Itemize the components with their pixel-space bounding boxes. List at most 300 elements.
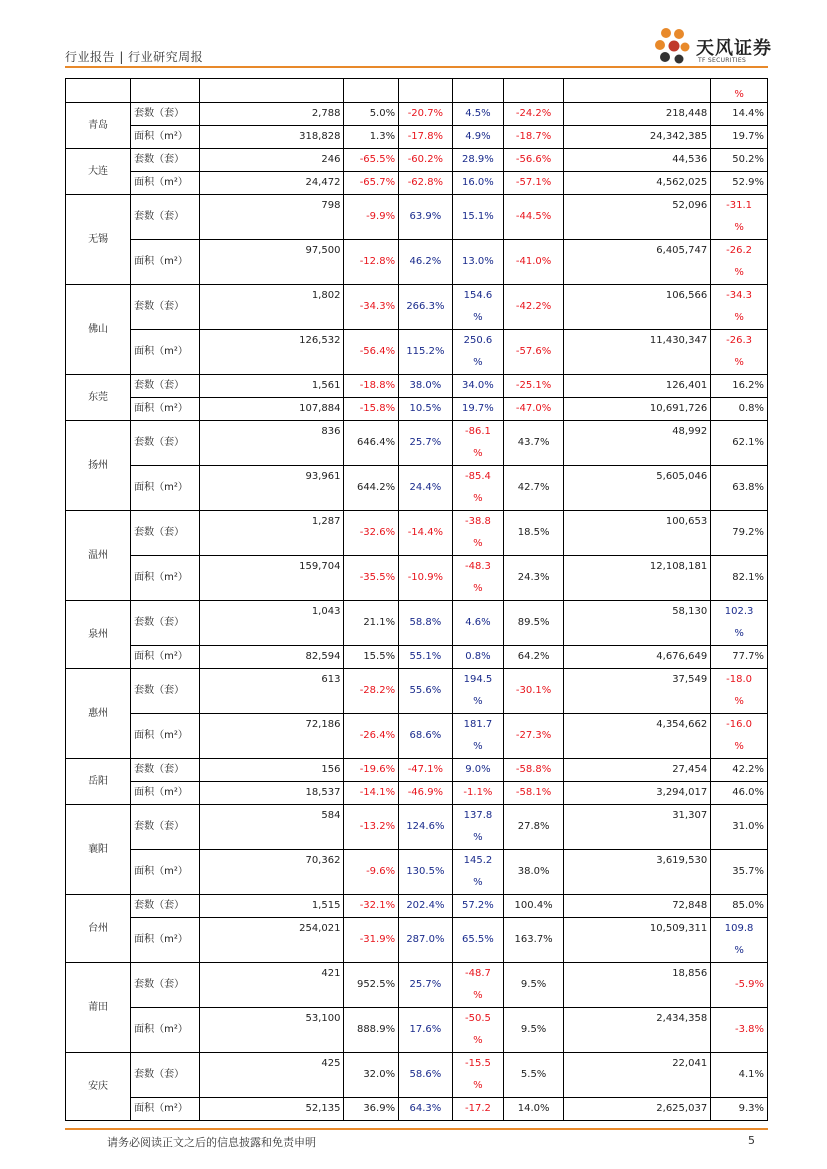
- cell-value: 102.3: [724, 606, 754, 617]
- table-row: [66, 850, 768, 895]
- table-cell: 55.1%: [399, 646, 453, 669]
- table-cell: 64.3%: [399, 1098, 453, 1121]
- table-cell: -32.6%: [344, 511, 399, 556]
- metric-label: 套数（套）: [131, 1053, 200, 1098]
- table-cell: -65.7%: [344, 172, 399, 195]
- table-cell: 11,430,347: [564, 330, 711, 375]
- table-cell: 52.9%: [711, 172, 768, 195]
- cell-value: 250.6: [463, 335, 493, 346]
- table-cell: -9.9%: [344, 195, 399, 240]
- table-cell: 287.0%: [399, 918, 453, 963]
- table-cell: [711, 285, 768, 330]
- metric-label: 套数（套）: [131, 103, 200, 126]
- table-cell: -47.1%: [399, 759, 453, 782]
- table-cell: 4,676,649: [564, 646, 711, 669]
- cell-value: 145.2: [463, 855, 493, 866]
- table-cell: -9.6%: [344, 850, 399, 895]
- table-cell: -15.8%: [344, 398, 399, 421]
- table-cell: -58.1%: [504, 782, 564, 805]
- table-cell: -47.0%: [504, 398, 564, 421]
- table-cell: 32.0%: [344, 1053, 399, 1098]
- table-cell: 14.4%: [711, 103, 768, 126]
- table-cell: 70,362: [200, 850, 344, 895]
- table-cell: [452, 1008, 503, 1053]
- table-cell: 130.5%: [399, 850, 453, 895]
- table-cell: [452, 963, 503, 1008]
- table-cell: 58.8%: [399, 601, 453, 646]
- metric-label: 面积（m²）: [131, 172, 200, 195]
- table-cell: 35.7%: [711, 850, 768, 895]
- table-cell: 1,287: [200, 511, 344, 556]
- city-name: 安庆: [66, 1053, 131, 1121]
- table-cell: 46.0%: [711, 782, 768, 805]
- table-cell: 16.0%: [452, 172, 503, 195]
- table-cell: 318,828: [200, 126, 344, 149]
- cell-percent-sign: %: [734, 741, 744, 752]
- table-cell: 156: [200, 759, 344, 782]
- cell-value: -38.8: [464, 516, 491, 527]
- table-cell: 24,342,385: [564, 126, 711, 149]
- cell-percent-sign: %: [473, 832, 483, 843]
- table-cell: 1,515: [200, 895, 344, 918]
- flower-logo-icon: [652, 24, 696, 68]
- table-cell: -60.2%: [399, 149, 453, 172]
- metric-label: 面积（m²）: [131, 466, 200, 511]
- cell-value: -26.2: [726, 245, 753, 256]
- table-cell: 3,619,530: [564, 850, 711, 895]
- table-cell: 14.0%: [504, 1098, 564, 1121]
- table-cell: 82.1%: [711, 556, 768, 601]
- report-header-title: 行业报告 | 行业研究周报: [65, 50, 204, 64]
- table-row: [66, 103, 768, 126]
- table-cell: 4.1%: [711, 1053, 768, 1098]
- metric-label: 套数（套）: [131, 669, 200, 714]
- table-cell: -41.0%: [504, 240, 564, 285]
- table-cell: -34.3%: [344, 285, 399, 330]
- table-cell: -1.1%: [452, 782, 503, 805]
- table-row: [66, 1053, 768, 1098]
- table-cell: 4,562,025: [564, 172, 711, 195]
- table-cell: 58,130: [564, 601, 711, 646]
- table-cell: 72,186: [200, 714, 344, 759]
- table-cell: -62.8%: [399, 172, 453, 195]
- table-cell: 64.2%: [504, 646, 564, 669]
- table-cell: 21.1%: [344, 601, 399, 646]
- table-cell: -5.9%: [711, 963, 768, 1008]
- table-cell: 38.0%: [504, 850, 564, 895]
- table-row: [66, 172, 768, 195]
- cell-percent-sign: %: [473, 448, 483, 459]
- cell-percent-sign: %: [734, 628, 744, 639]
- table-cell: 100,653: [564, 511, 711, 556]
- table-cell: 9.3%: [711, 1098, 768, 1121]
- table-cell: 5.0%: [344, 103, 399, 126]
- metric-label: 面积（m²）: [131, 1008, 200, 1053]
- cell-value: -18.0: [726, 674, 753, 685]
- city-name: 岳阳: [66, 759, 131, 805]
- table-cell: 42.2%: [711, 759, 768, 782]
- table-cell: -18.8%: [344, 375, 399, 398]
- header-divider: [65, 66, 768, 68]
- table-cell: 13.0%: [452, 240, 503, 285]
- table-cell: -19.6%: [344, 759, 399, 782]
- table-row: [66, 714, 768, 759]
- table-cell: 12,108,181: [564, 556, 711, 601]
- city-name: 惠州: [66, 669, 131, 759]
- table-cell: -10.9%: [399, 556, 453, 601]
- tf-securities-logo: [652, 24, 772, 68]
- table-cell: -27.3%: [504, 714, 564, 759]
- metric-label: 面积（m²）: [131, 398, 200, 421]
- table-cell: -26.4%: [344, 714, 399, 759]
- table-cell: 24,472: [200, 172, 344, 195]
- cell-percent-sign: %: [473, 990, 483, 1001]
- table-row: [66, 805, 768, 850]
- table-cell: 18,856: [564, 963, 711, 1008]
- table-cell: -3.8%: [711, 1008, 768, 1053]
- table-cell: 266.3%: [399, 285, 453, 330]
- table-cell: 72,848: [564, 895, 711, 918]
- table-cell: 34.0%: [452, 375, 503, 398]
- table-row: [66, 195, 768, 240]
- metric-label: 面积（m²）: [131, 126, 200, 149]
- city-name: 大连: [66, 149, 131, 195]
- table-row: [66, 669, 768, 714]
- table-cell: 5,605,046: [564, 466, 711, 511]
- table-cell: -30.1%: [504, 669, 564, 714]
- table-row: [66, 285, 768, 330]
- logo-chinese-name: 天风证券: [696, 38, 772, 59]
- table-cell: 254,021: [200, 918, 344, 963]
- table-row: [66, 646, 768, 669]
- table-cell: 52,096: [564, 195, 711, 240]
- table-cell: -56.4%: [344, 330, 399, 375]
- cell-value: -26.3: [726, 335, 753, 346]
- table-cell: -57.1%: [504, 172, 564, 195]
- table-cell: 126,532: [200, 330, 344, 375]
- cell-percent-sign: %: [734, 696, 744, 707]
- table-row: [66, 240, 768, 285]
- cell-percent-sign: %: [734, 267, 744, 278]
- cell-value: -16.0: [726, 719, 753, 730]
- table-cell: [452, 511, 503, 556]
- table-row: [66, 149, 768, 172]
- table-row: [66, 126, 768, 149]
- metric-label: 套数（套）: [131, 511, 200, 556]
- table-row: [66, 556, 768, 601]
- table-cell: -44.5%: [504, 195, 564, 240]
- table-cell: 19.7%: [711, 126, 768, 149]
- cell-percent-sign: %: [734, 312, 744, 323]
- table-cell: 106,566: [564, 285, 711, 330]
- table-cell: 126,401: [564, 375, 711, 398]
- table-cell: 798: [200, 195, 344, 240]
- cell-percent-sign: %: [473, 1080, 483, 1091]
- table-cell: 218,448: [564, 103, 711, 126]
- table-cell: -57.6%: [504, 330, 564, 375]
- table-cell: 77.7%: [711, 646, 768, 669]
- cell-percent-sign: %: [473, 493, 483, 504]
- table-cell: -31.9%: [344, 918, 399, 963]
- metric-label: 套数（套）: [131, 601, 200, 646]
- metric-label: 面积（m²）: [131, 850, 200, 895]
- cell-value: -15.5: [464, 1058, 491, 1069]
- table-cell: -25.1%: [504, 375, 564, 398]
- table-cell: 9.5%: [504, 963, 564, 1008]
- table-cell: 48,992: [564, 421, 711, 466]
- city-name: 东莞: [66, 375, 131, 421]
- table-cell: [452, 805, 503, 850]
- metric-label: 面积（m²）: [131, 240, 200, 285]
- logo-english-name: TF SECURITIES: [698, 57, 747, 64]
- metric-label: 套数（套）: [131, 195, 200, 240]
- cell-value: 194.5: [463, 674, 493, 685]
- table-cell: 25.7%: [399, 963, 453, 1008]
- metric-label: 面积（m²）: [131, 646, 200, 669]
- table-cell: [711, 918, 768, 963]
- cell-percent-sign: %: [734, 222, 744, 233]
- metric-label: 面积（m²）: [131, 1098, 200, 1121]
- metric-label: 套数（套）: [131, 963, 200, 1008]
- city-name: 莆田: [66, 963, 131, 1053]
- table-cell: 10,691,726: [564, 398, 711, 421]
- cell-value: -86.1: [464, 426, 491, 437]
- table-cell: 421: [200, 963, 344, 1008]
- city-name: 襄阳: [66, 805, 131, 895]
- table-cell: 53,100: [200, 1008, 344, 1053]
- table-cell: [711, 240, 768, 285]
- table-cell: 44,536: [564, 149, 711, 172]
- table-cell: 16.2%: [711, 375, 768, 398]
- table-row: [66, 375, 768, 398]
- metric-label: 套数（套）: [131, 805, 200, 850]
- table-cell: 115.2%: [399, 330, 453, 375]
- table-cell: [711, 330, 768, 375]
- table-cell: 2,434,358: [564, 1008, 711, 1053]
- table-cell: 2,625,037: [564, 1098, 711, 1121]
- cell-value: -50.5: [464, 1013, 491, 1024]
- metric-label: 面积（m²）: [131, 918, 200, 963]
- table-row: [66, 782, 768, 805]
- table-row: [66, 79, 768, 103]
- table-row: [66, 421, 768, 466]
- table-cell: 836: [200, 421, 344, 466]
- table-cell: 89.5%: [504, 601, 564, 646]
- cell-percent-sign: %: [473, 538, 483, 549]
- cell-percent-sign: %: [473, 741, 483, 752]
- metric-label: 套数（套）: [131, 149, 200, 172]
- table-cell: -12.8%: [344, 240, 399, 285]
- table-cell: -14.4%: [399, 511, 453, 556]
- table-cell: 46.2%: [399, 240, 453, 285]
- footer-divider: [65, 1128, 768, 1130]
- table-cell: 38.0%: [399, 375, 453, 398]
- table-cell: [452, 714, 503, 759]
- table-cell: 63.8%: [711, 466, 768, 511]
- table-cell: -46.9%: [399, 782, 453, 805]
- table-cell: 68.6%: [399, 714, 453, 759]
- table-cell: 17.6%: [399, 1008, 453, 1053]
- cell-value: 137.8: [463, 810, 493, 821]
- table-cell: [711, 714, 768, 759]
- metric-label: 套数（套）: [131, 285, 200, 330]
- table-row: [66, 601, 768, 646]
- table-row: [66, 398, 768, 421]
- table-cell: 15.5%: [344, 646, 399, 669]
- cell-value: -34.3: [726, 290, 753, 301]
- table-cell: 55.6%: [399, 669, 453, 714]
- table-row: [66, 963, 768, 1008]
- table-cell: [452, 556, 503, 601]
- table-cell: 27,454: [564, 759, 711, 782]
- table-cell: 79.2%: [711, 511, 768, 556]
- table-cell: 10,509,311: [564, 918, 711, 963]
- table-cell: 19.7%: [452, 398, 503, 421]
- table-cell: 24.3%: [504, 556, 564, 601]
- table-cell: 107,884: [200, 398, 344, 421]
- table-cell: 2,788: [200, 103, 344, 126]
- table-cell: [452, 285, 503, 330]
- table-cell: 82,594: [200, 646, 344, 669]
- table-cell: 1,561: [200, 375, 344, 398]
- table-cell: 25.7%: [399, 421, 453, 466]
- table-cell: 37,549: [564, 669, 711, 714]
- table-cell: 100.4%: [504, 895, 564, 918]
- table-cell: 85.0%: [711, 895, 768, 918]
- table-cell: 58.6%: [399, 1053, 453, 1098]
- table-cell: 22,041: [564, 1053, 711, 1098]
- table-cell: -65.5%: [344, 149, 399, 172]
- table-cell: [452, 421, 503, 466]
- cell-percent-sign: %: [473, 357, 483, 368]
- table-cell: -20.7%: [399, 103, 453, 126]
- table-cell: 42.7%: [504, 466, 564, 511]
- table-cell: 10.5%: [399, 398, 453, 421]
- table-cell: -32.1%: [344, 895, 399, 918]
- table-cell: 425: [200, 1053, 344, 1098]
- table-cell: [711, 601, 768, 646]
- table-cell: 644.2%: [344, 466, 399, 511]
- table-cell: 4.6%: [452, 601, 503, 646]
- table-cell: 62.1%: [711, 421, 768, 466]
- table-cell: 3,294,017: [564, 782, 711, 805]
- city-name: 青岛: [66, 103, 131, 149]
- table-cell: 50.2%: [711, 149, 768, 172]
- table-cell: -42.2%: [504, 285, 564, 330]
- table-cell: 28.9%: [452, 149, 503, 172]
- table-cell: 584: [200, 805, 344, 850]
- cell-percent-sign: %: [473, 877, 483, 888]
- metric-label: 套数（套）: [131, 421, 200, 466]
- cell-value: -85.4: [464, 471, 491, 482]
- cell-percent-sign: %: [473, 312, 483, 323]
- table-cell: 43.7%: [504, 421, 564, 466]
- metric-label: 套数（套）: [131, 895, 200, 918]
- table-cell: 124.6%: [399, 805, 453, 850]
- table-cell: %: [711, 79, 768, 103]
- table-cell: 0.8%: [711, 398, 768, 421]
- city-name: 无锡: [66, 195, 131, 285]
- cell-percent-sign: %: [734, 357, 744, 368]
- table-cell: 163.7%: [504, 918, 564, 963]
- table-row: [66, 895, 768, 918]
- metric-label: 套数（套）: [131, 759, 200, 782]
- city-name: 泉州: [66, 601, 131, 669]
- table-cell: 1,802: [200, 285, 344, 330]
- table-cell: 97,500: [200, 240, 344, 285]
- metric-label: 面积（m²）: [131, 782, 200, 805]
- page-number: 5: [748, 1134, 755, 1147]
- table-cell: [452, 330, 503, 375]
- cell-value: -31.1: [726, 200, 753, 211]
- table-cell: -28.2%: [344, 669, 399, 714]
- table-cell: 0.8%: [452, 646, 503, 669]
- table-cell: -17.8%: [399, 126, 453, 149]
- table-cell: 952.5%: [344, 963, 399, 1008]
- table-cell: -14.1%: [344, 782, 399, 805]
- table-cell: -56.6%: [504, 149, 564, 172]
- table-row: [66, 511, 768, 556]
- city-name: 温州: [66, 511, 131, 601]
- table-row: [66, 759, 768, 782]
- cell-percent-sign: %: [473, 583, 483, 594]
- cell-value: 109.8: [724, 923, 754, 934]
- table-cell: 6,405,747: [564, 240, 711, 285]
- table-cell: 159,704: [200, 556, 344, 601]
- table-cell: 18,537: [200, 782, 344, 805]
- table-row: [66, 330, 768, 375]
- table-cell: -13.2%: [344, 805, 399, 850]
- table-cell: -58.8%: [504, 759, 564, 782]
- metric-label: 面积（m²）: [131, 330, 200, 375]
- table-cell: -24.2%: [504, 103, 564, 126]
- table-cell: 65.5%: [452, 918, 503, 963]
- table-cell: [711, 669, 768, 714]
- metric-label: 套数（套）: [131, 375, 200, 398]
- city-name: 台州: [66, 895, 131, 963]
- housing-sales-table: [65, 78, 768, 1121]
- table-cell: 57.2%: [452, 895, 503, 918]
- table-cell: [452, 466, 503, 511]
- cell-value: -48.3: [464, 561, 491, 572]
- table-cell: -18.7%: [504, 126, 564, 149]
- table-row: [66, 466, 768, 511]
- table-cell: 9.5%: [504, 1008, 564, 1053]
- table-cell: 63.9%: [399, 195, 453, 240]
- table-row: [66, 1008, 768, 1053]
- table-cell: [452, 850, 503, 895]
- table-cell: 202.4%: [399, 895, 453, 918]
- cell-value: 181.7: [463, 719, 493, 730]
- city-name: 扬州: [66, 421, 131, 511]
- table-cell: [452, 669, 503, 714]
- table-cell: 246: [200, 149, 344, 172]
- table-cell: 646.4%: [344, 421, 399, 466]
- table-cell: 93,961: [200, 466, 344, 511]
- table-cell: 4.9%: [452, 126, 503, 149]
- table-cell: 613: [200, 669, 344, 714]
- table-cell: 9.0%: [452, 759, 503, 782]
- cell-percent-sign: %: [734, 945, 744, 956]
- table-cell: 36.9%: [344, 1098, 399, 1121]
- table-row: [66, 1098, 768, 1121]
- cell-percent-sign: %: [473, 1035, 483, 1046]
- table-cell: 5.5%: [504, 1053, 564, 1098]
- table-cell: 1,043: [200, 601, 344, 646]
- table-cell: 18.5%: [504, 511, 564, 556]
- table-cell: 888.9%: [344, 1008, 399, 1053]
- table-cell: 4,354,662: [564, 714, 711, 759]
